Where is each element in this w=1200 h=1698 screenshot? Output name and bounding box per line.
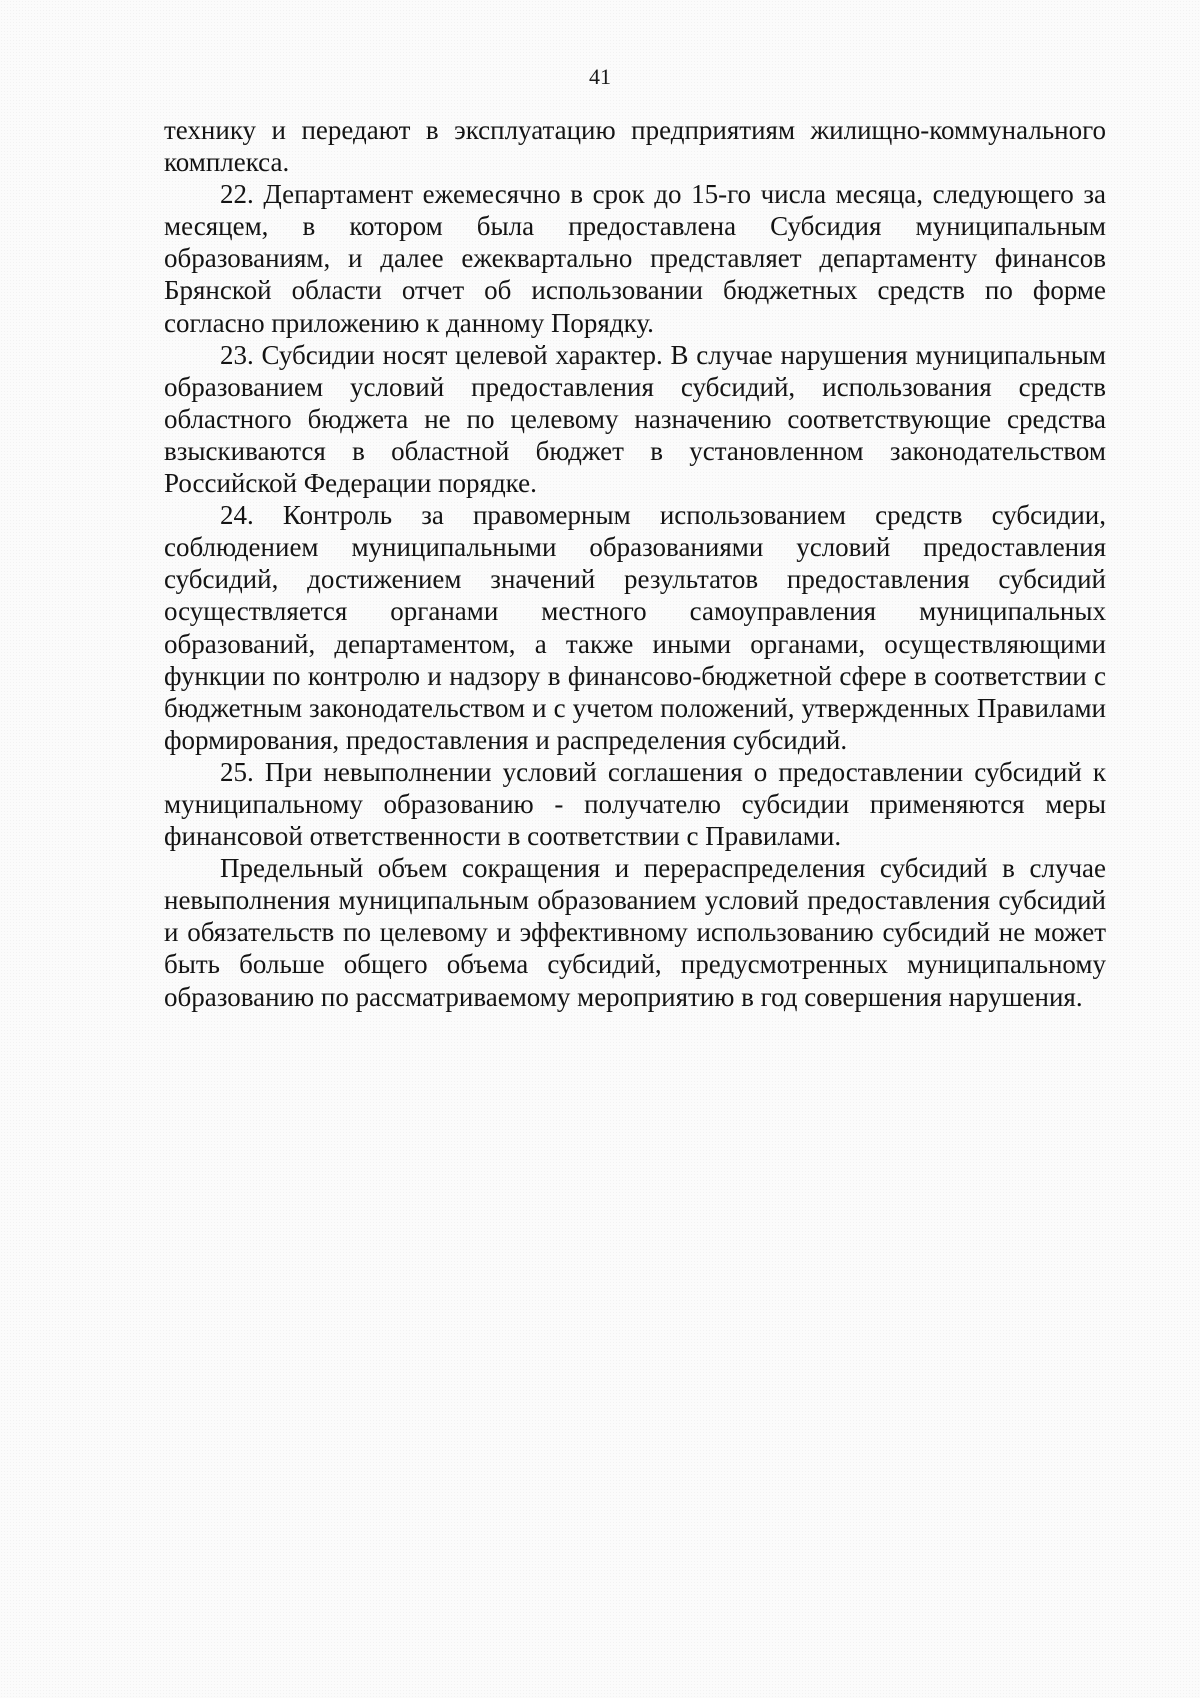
paragraph-continuation: технику и передают в эксплуатацию предприятиям жилищно-коммунального комплекса. (164, 115, 1106, 178)
document-body (164, 114, 1106, 1013)
paragraph-22: 22. Департамент ежемесячно в срок до 15-го числа месяца, следующего за месяцем, в котором была предоставлена Субсидия муниципальным образованиям, и далее ежеквартально представляет департаменту финансов Брянской области отчет об использовании бюджетных средств по форме согласно приложению к данному Порядку. (164, 179, 1106, 338)
paragraph-25: 25. При невыполнении условий соглашения о предоставлении субсидий к муниципальному образованию - получателю субсидии применяются меры финансовой ответственности в соответствии с Правилами. (164, 756, 1106, 852)
paragraph-23: 23. Субсидии носят целевой характер. В случае нарушения муниципальным образованием условий предоставления субсидий, использования средств областного бюджета не по целевому назначению соответствующие средства взыскиваются в областной бюджет в установленном законодательством Российской Федерации порядке. (164, 339, 1106, 499)
paragraph-limit: Предельный объем сокращения и перераспределения субсидий в случае невыполнения муниципальным образованием условий предоставления субсидий и обязательств по целевому и эффективному использованию субсидий не может быть больше общего объема субсидий, предусмотренных муниципальному образованию по рассматриваемому мероприятию в год совершения нарушения. (164, 853, 1106, 1012)
paragraph-24: 24. Контроль за правомерным использованием средств субсидии, соблюдением муниципальными образованиями условий предоставления субсидий, достижением значений результатов предоставления субсидий осуществляется органами местного самоуправления муниципальных образований, департаментом, а также иными органами, осуществляющими функции по контролю и надзору в финансово-бюджетной сфере в соответствии с бюджетным законодательством и с учетом положений, утвержденных Правилами формирования, предоставления и распределения субсидий. (164, 500, 1106, 755)
page-number: 41 (589, 64, 611, 89)
